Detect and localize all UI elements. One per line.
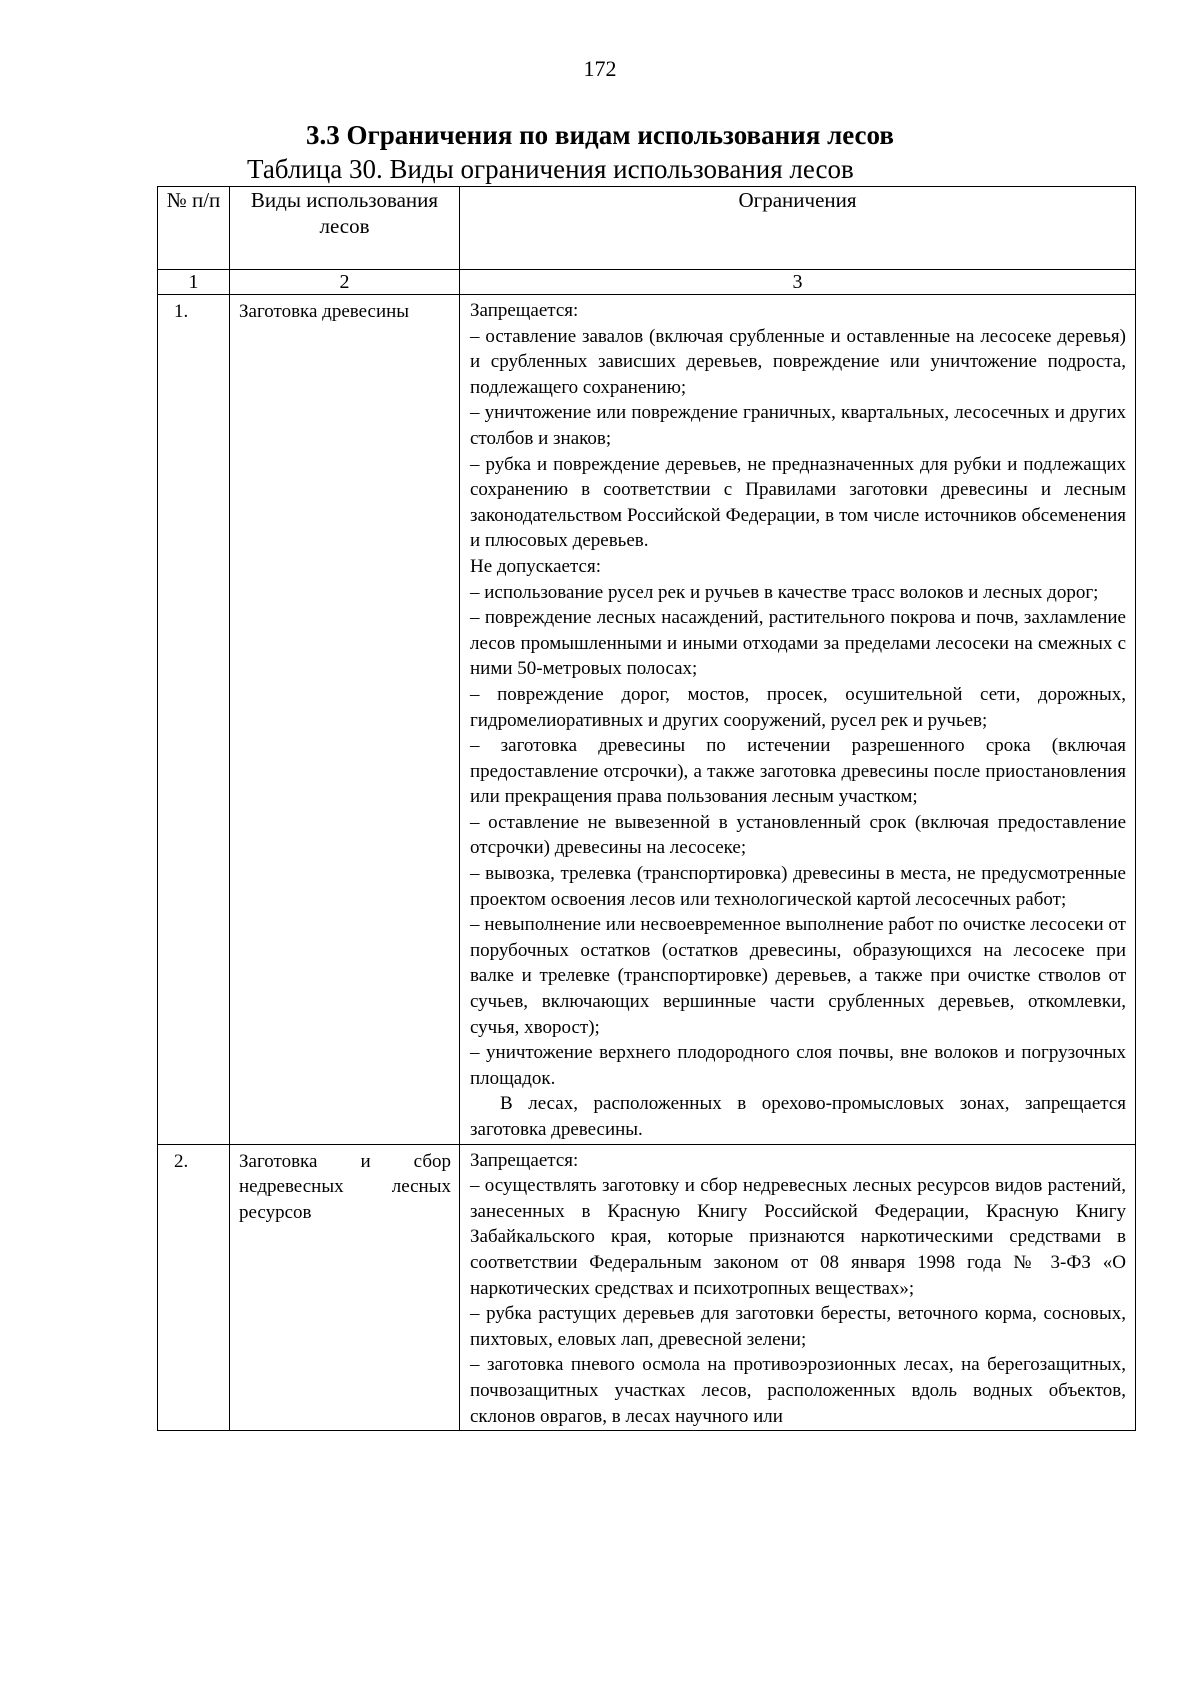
restrictions-table (157, 186, 1136, 1431)
restriction-line: – заготовка древесины по истечении разрешенного срока (включая предоставление отсрочки), а также заготовка древесины после приостановления или прекращения права пользования лесным участком; (470, 735, 1126, 808)
usage-type: Заготовка древесины (230, 295, 460, 1145)
restriction-line: – уничтожение верхнего плодородного слоя почвы, вне волоков и погрузочных площадок. (470, 1042, 1126, 1089)
header-restrictions: Ограничения (460, 187, 1136, 270)
restriction-line: – использование русел рек и ручьев в качестве трасс волоков и лесных дорог; (470, 581, 1099, 603)
table-caption: Таблица 30. Виды ограничения использования лесов (247, 154, 854, 184)
column-number: 3 (460, 270, 1136, 295)
restriction-line: – повреждение лесных насаждений, растительного покрова и почв, захламление лесов промышленными и иными отходами за пределами лесосеки на смежных с ними 50-метровых полосах; (470, 607, 1126, 680)
restriction-line: – уничтожение или повреждение граничных, квартальных, лесосечных и других столбов и знаков; (470, 402, 1126, 449)
restriction-line: – невыполнение или несвоевременное выполнение работ по очистке лесосеки от порубочных остатков (остатков древесины, образующихся на лесосеке при валке и трелевке (транспортировке) деревьев, а также при очистке стволов от сучьев, включающих вершинные части срубленных деревьев, откомлевки, сучья, хворост); (470, 914, 1126, 1038)
restrictions-cell (460, 1144, 1136, 1431)
restriction-line: – вывозка, трелевка (транспортировка) древесины в места, не предусмотренные проектом освоения лесов или технологической картой лесосечных работ; (470, 863, 1126, 910)
table-row (158, 295, 1136, 1145)
table-row (158, 1144, 1136, 1431)
restriction-line: В лесах, расположенных в орехово-промысловых зонах, запрещается заготовка древесины. (470, 1093, 1126, 1140)
header-usage-type: Виды использования лесов (230, 187, 460, 270)
section-title: 3.3 Ограничения по видам использования лесов (306, 120, 894, 150)
restriction-line: – заготовка пневого осмола на противоэрозионных лесах, на берегозащитных, почвозащитных участках лесов, расположенных вдоль водных объектов, склонов оврагов, в лесах научного или (470, 1354, 1126, 1427)
restrictions-cell (460, 295, 1136, 1145)
page-number: 172 (583, 56, 617, 81)
restriction-line: – оставление не вывезенной в установленный срок (включая предоставление отсрочки) древесины на лесосеке; (470, 811, 1126, 859)
restriction-line: – осуществлять заготовку и сбор недревесных лесных ресурсов видов растений, занесенных в Красную Книгу Российской Федерации, Красную Книгу Забайкальского края, которые признаются наркотическими средствами в соответствии Федеральным законом от 08 января 1998 года № 3-ФЗ «О наркотических средствах и психотропных веществах»; (470, 1175, 1126, 1299)
restriction-line: Не допускается: (470, 555, 601, 577)
column-number-row (158, 270, 1136, 295)
row-number: 1. (158, 295, 230, 1145)
restriction-line: – повреждение дорог, мостов, просек, осушительной сети, дорожных, гидромелиоративных и других сооружений, русел рек и ручьев; (470, 683, 1126, 731)
restriction-line: – оставление завалов (включая срубленные и оставленные на лесосеке деревья) и срубленных зависших деревьев, повреждение или уничтожение подроста, подлежащего сохранению; (470, 325, 1126, 398)
column-number: 1 (158, 270, 230, 295)
row-number: 2. (158, 1144, 230, 1431)
restriction-line: Запрещается: (470, 300, 579, 321)
table-header-row (158, 187, 1136, 270)
header-number: № п/п (158, 187, 230, 270)
restriction-line: – рубка и повреждение деревьев, не предназначенных для рубки и подлежащих сохранению в соответствии с Правилами заготовки древесины и лесным законодательством Российской Федерации, в том числе источников обсеменения и плюсовых деревьев. (470, 453, 1126, 552)
usage-type: Заготовка и сбор недревесных лесных ресурсов (230, 1144, 460, 1431)
restriction-line: Запрещается: (470, 1149, 579, 1171)
column-number: 2 (230, 270, 460, 295)
restriction-line: – рубка растущих деревьев для заготовки бересты, веточного корма, сосновых, пихтовых, еловых лап, древесной зелени; (470, 1303, 1126, 1350)
